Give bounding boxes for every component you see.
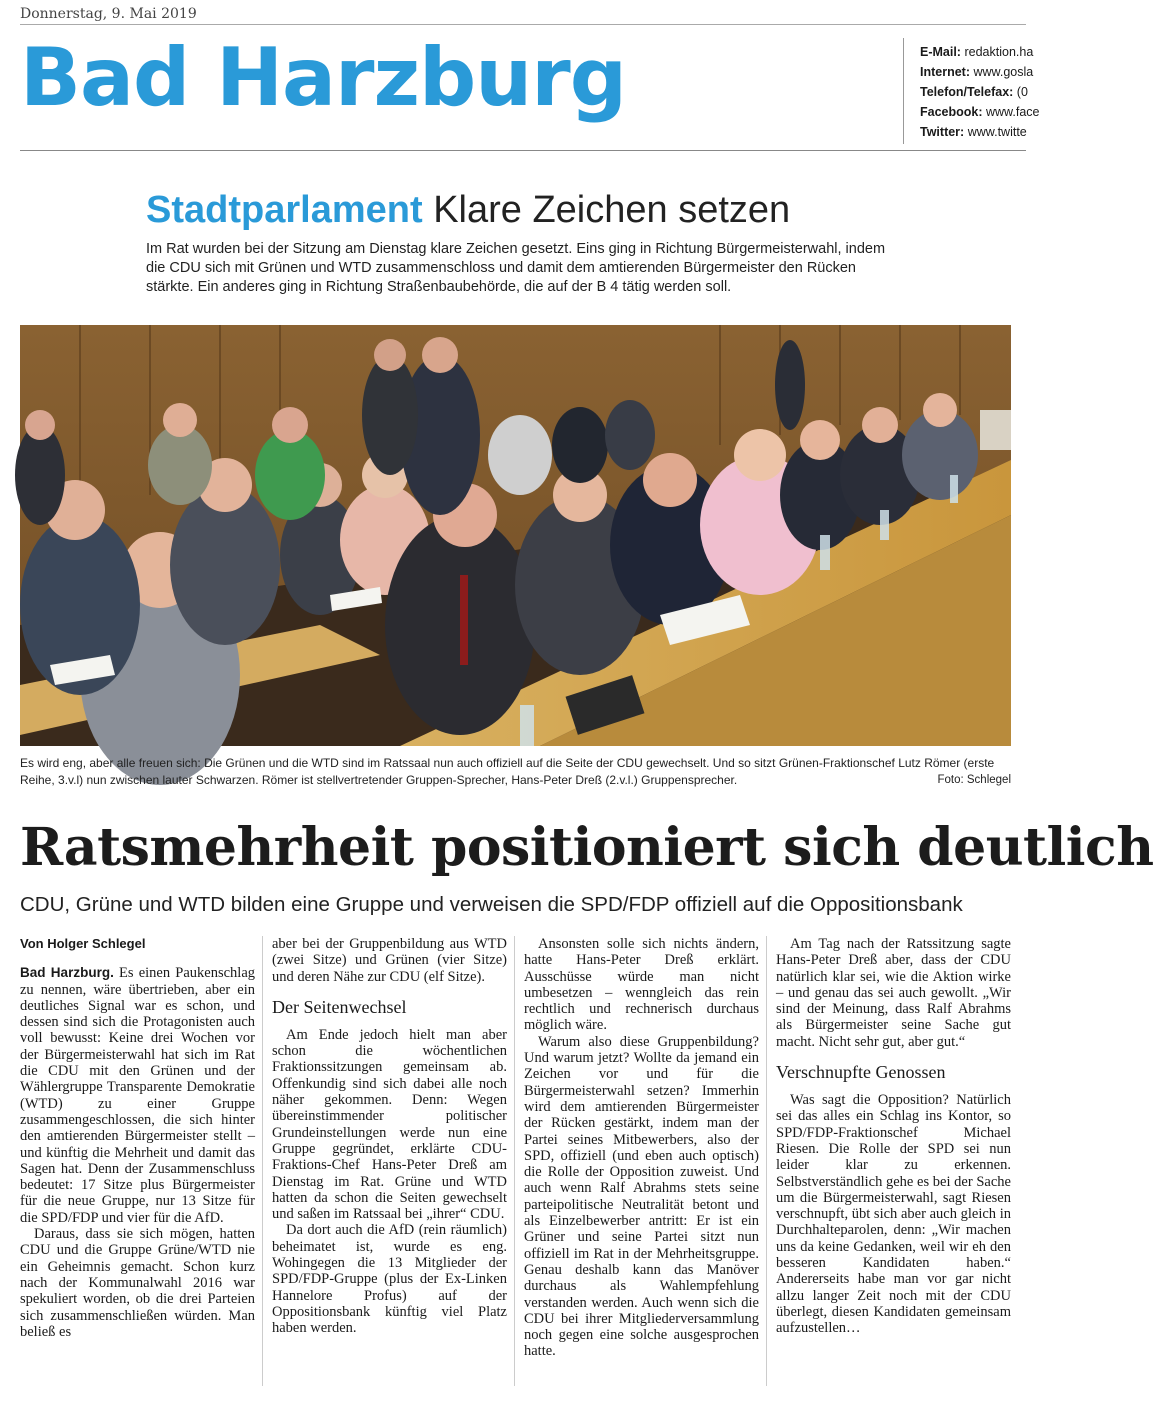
article-column-3: [524, 936, 759, 1360]
article-paragraph: Am Ende jedoch hielt man aber schon die wöchentlichen Fraktionssitzungen gemeinsam ab. Offenkundig sind sich dabei alle noch näher gekommen. Denn: Wegen übereinstimmender politischer Grundeinstellungen werde nun eine Gruppe gegründet, erklärte CDU-Fraktions-Chef Hans-Peter Dreß am Dienstag im Rat. Grüne und WTD hatten da schon die Seiten gewechselt und saßen im Ratssaal bei „ihrer“ CDU.: [272, 1026, 507, 1223]
article-headline: Ratsmehrheit positioniert sich deutlich: [20, 817, 1154, 878]
masthead-divider: [903, 38, 904, 144]
article-column-4: [776, 936, 1011, 1337]
contact-internet: Internet: www.gosla: [920, 65, 1034, 79]
subheading-seitenwechsel: Der Seitenwechsel: [272, 996, 407, 1017]
article-paragraph: Ansonsten solle sich nichts ändern, hatte Hans-Peter Dreß erklärt. Ausschüsse würde man nicht umbesetzen – wenngleich das rein rechtlich und rechnerisch durchaus möglich wäre.: [524, 936, 759, 1034]
top-story-kicker: Stadtparlament: [146, 189, 423, 231]
contact-email: E-Mail: redaktion.ha: [920, 45, 1034, 59]
subheading-verschnupfte-genossen: Verschnupfte Genossen: [776, 1062, 946, 1083]
section-title: Bad Harzburg: [20, 31, 626, 124]
article-dateline: Bad Harzburg.: [20, 965, 114, 981]
article-paragraph: Am Tag nach der Ratssitzung sagte Hans-Peter Dreß aber, dass der CDU natürlich klar sei, wie die Aktion wirke – und genau das sei auch gewollt. „Wir sind der Meinung, dass Ralf Abrahms als Bürgermeister seine Sache gut macht. Nicht sehr gut, aber gut.“: [776, 936, 1011, 1050]
masthead-rule: [20, 150, 1026, 151]
article-paragraph: Warum also diese Gruppenbildung? Und warum jetzt? Wollte da jemand ein Zeichen vor und für die Bürgermeisterwahl setzen? Immerhin wird dem amtierenden Bürgermeister der Rücken gestärkt, indem man der Partei seines Mitbewerbers, also der SPD, offiziell (und eben auch optisch) die Rolle der Opposition zuweist. Und auch wenn Ralf Abrahms stets seine parteipolitische Neutralität betont und als Einzelbewerber antritt: Er ist ein Grüner und seine Partei sitzt nun offiziell im Rat in der Mehrheitsgruppe. Genau deshalb kann das Manöver durchaus als Wahlempfehlung verstanden werden. Auch wenn sich die CDU bei ihrer Mitgliederversammlung noch gegen eine solche ausgesprochen hatte.: [524, 1033, 759, 1360]
photo-caption-text: Es wird eng, aber alle freuen sich: Die Grünen und die WTD sind im Ratssaal nun auch offiziell auf die Seite der CDU gewechselt. Und so sitzt Grünen-Fraktionschef Lutz Römer (erste Reihe, 3.v.l) nun zwischen lauter Schwarzen. Römer ist stellvertretender Gruppen-Sprecher, Hans-Peter Dreß (2.v.l.) Gruppensprecher.: [20, 756, 995, 787]
top-rule: [20, 24, 1026, 25]
top-story-headline: [146, 190, 790, 232]
article-column-2: [272, 936, 507, 1337]
contact-box: [920, 42, 1040, 142]
contact-phone: Telefon/Telefax: (0: [920, 85, 1028, 99]
article-paragraph: aber bei der Gruppenbildung aus WTD (zwei Sitze) und Grünen (vier Sitze) und deren Nähe zur CDU (elf Sitze).: [272, 936, 507, 985]
article-column-1: [20, 936, 255, 1340]
council-meeting-photo: [20, 325, 1011, 746]
top-story-title: Klare Zeichen setzen: [433, 189, 791, 231]
issue-date: Donnerstag, 9. Mai 2019: [20, 6, 197, 22]
article-paragraph: Daraus, dass sie sich mögen, hatten CDU und die Gruppe Grüne/WTD nie ein Geheimnis gemacht. Schon kurz nach der Kommunalwahl 2016 war spekuliert worden, ob die drei Parteien sich zusammenschließen würden. Man beließ es: [20, 1226, 255, 1340]
column-divider: [766, 936, 767, 1386]
article-subhead: CDU, Grüne und WTD bilden eine Gruppe und verweisen die SPD/FDP offiziell auf die Oppositionsbank: [20, 893, 963, 916]
article-paragraph: Bad Harzburg. Es einen Paukenschlag zu nennen, wäre übertrieben, aber ein deutliches Signal war es schon, und dessen sind sich die Protagonisten auch voll bewusst: Keine drei Wochen vor der Bürgermeisterwahl hat sich im Rat die CDU mit den Grünen und der Wählergruppe Transparente Demokratie (WTD) zu einer Gruppe zusammengeschlossen, die sich hinter den amtierenden Bürgermeister stellt – und künftig die Mehrheit und damit das Sagen hat. Denn der Zusammenschluss bedeutet: 17 Sitze plus Bürgermeister für die neue Gruppe, nur 13 Sitze für die SPD/FDP und vier für die AfD.: [20, 965, 256, 1226]
article-paragraph: Was sagt die Opposition? Natürlich sei das alles ein Schlag ins Kontor, so SPD/FDP-Fraktionschef Michael Riesen. Die Rolle der SPD sei nun leider klar zu erkennen. Selbstverständlich gehe es bei der Sache um die Bürgermeisterwahl, sagt Riesen verschnupft, übt sich aber auch gleich in Durchhalteparolen, denn: „Wir machen uns da keine Gedanken, weil wir eh den besseren Kandidaten haben.“ Andererseits habe man vor gar nicht allzu langer Zeit noch mit der CDU überlegt, diesen Kandidaten gemeinsam aufzustellen…: [776, 1092, 1011, 1337]
column-divider: [262, 936, 263, 1386]
contact-twitter: Twitter: www.twitte: [920, 125, 1027, 139]
article-paragraph: Da dort auch die AfD (rein räumlich) beheimatet ist, wurde es eng. Wohingegen die 13 Mitglieder der SPD/FDP-Gruppe (plus der Ex-Linken Hannelore Profus) auf der Oppositionsbank künftig viel Platz haben werden.: [272, 1222, 507, 1337]
column-divider: [514, 936, 515, 1386]
photo-credit: Foto: Schlegel: [937, 774, 1011, 786]
article-byline: Von Holger Schlegel: [20, 936, 146, 951]
contact-facebook: Facebook: www.face: [920, 105, 1040, 119]
top-story-teaser: Im Rat wurden bei der Sitzung am Dienstag klare Zeichen gesetzt. Eins ging in Richtung Bürgermeisterwahl, indem die CDU sich mit Grünen und WTD zusammenschloss und damit dem amtierenden Bürgermeister den Rücken stärkte. Ein anderes ging in Richtung Straßenbaubehörde, die auf der B 4 tätig werden soll.: [146, 241, 886, 295]
photo-caption: [20, 755, 1011, 789]
